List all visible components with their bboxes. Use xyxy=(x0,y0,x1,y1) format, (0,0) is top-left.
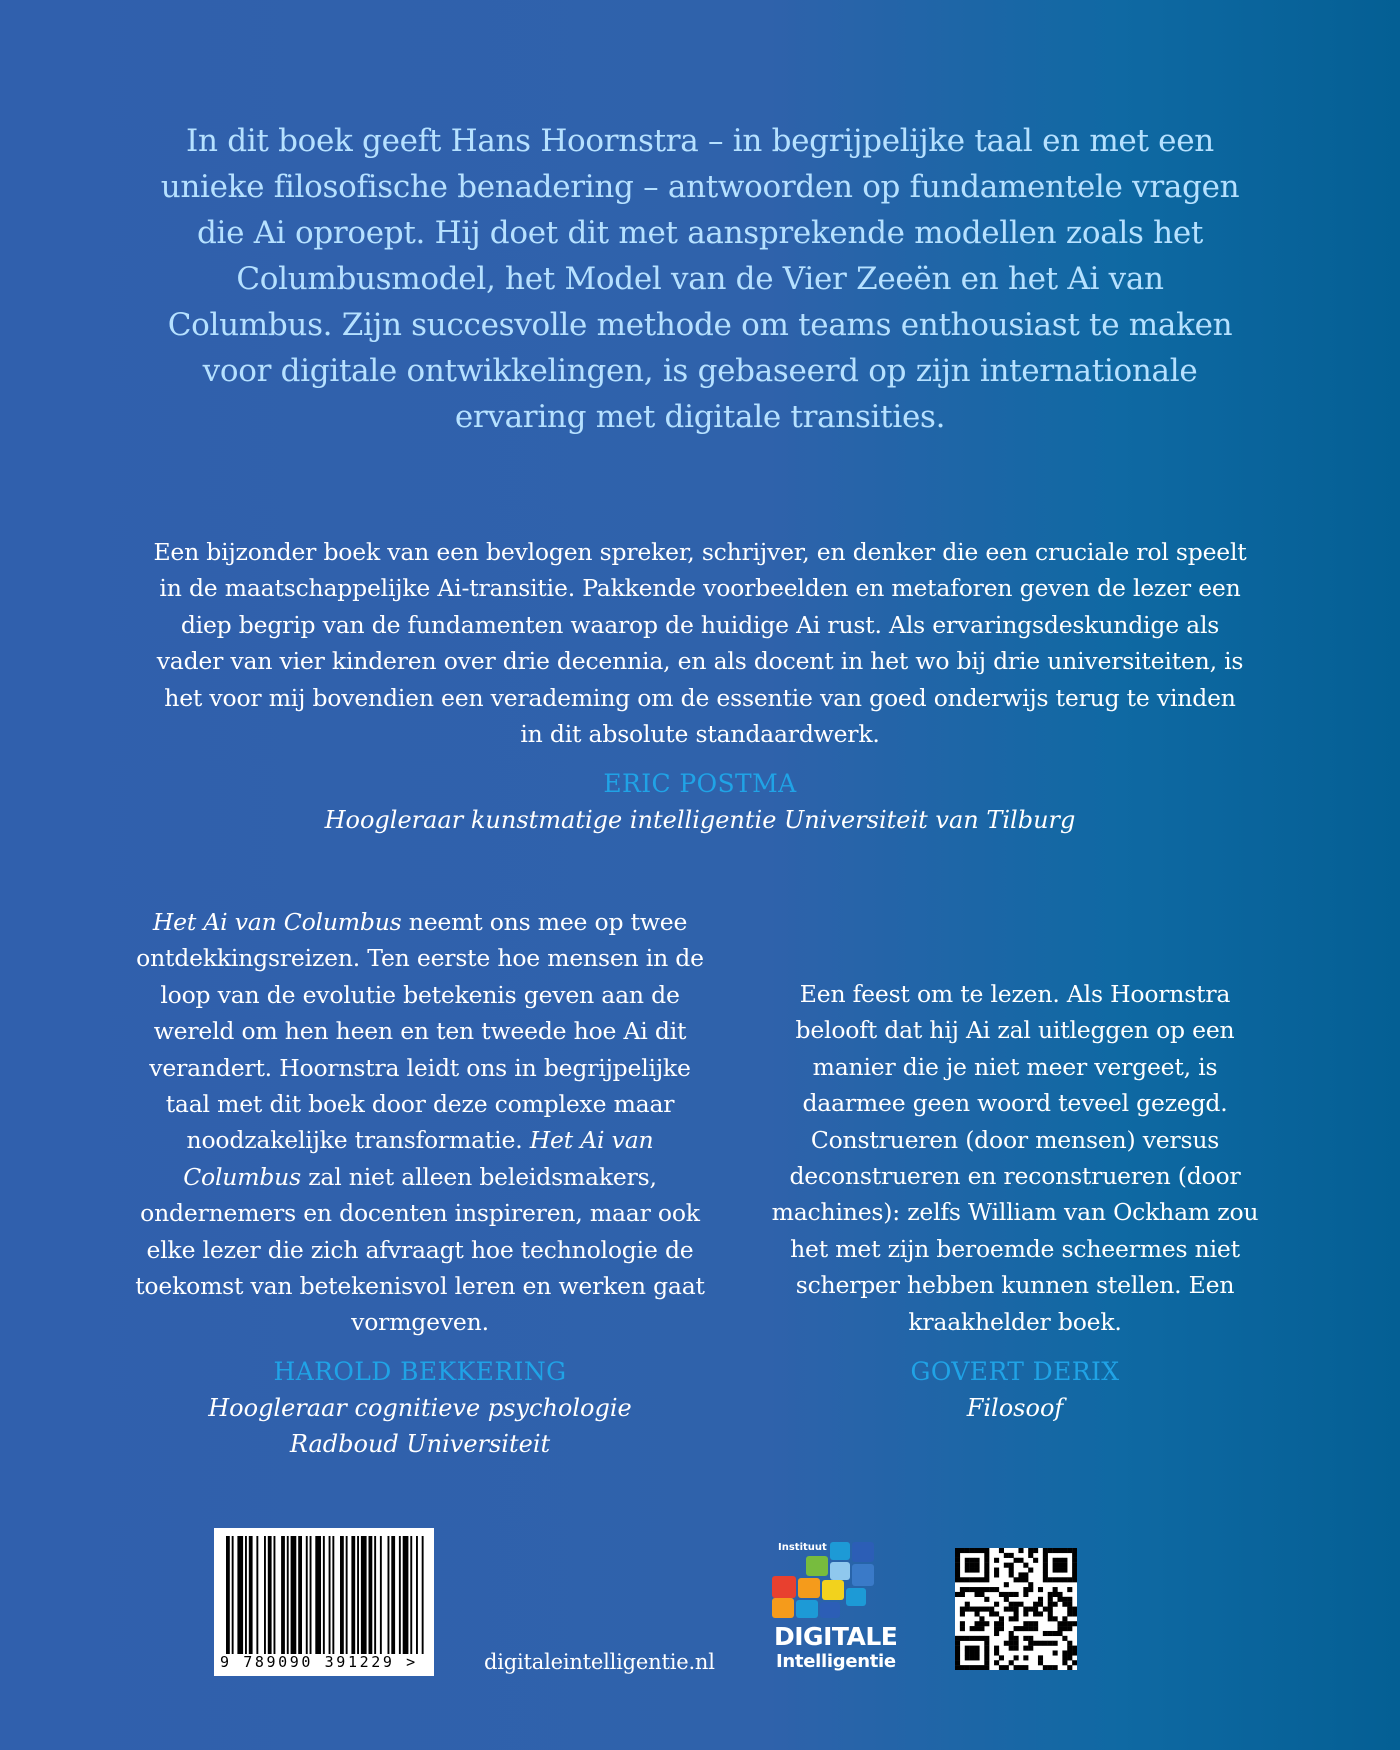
quote-bekkering-part2: zal niet alleen beleidsmakers, ondernemers en docenten inspireren, maar ook elke lezer die zich afvraagt hoe technologie de toekomst van betekenisvol leren en werken gaat vormgeven. xyxy=(135,1162,705,1337)
barcode-bars xyxy=(214,1528,434,1656)
quote-bekkering-part1: neemt ons mee op twee ontdekkingsreizen. Ten eerste hoe mensen in de loop van de evolutie betekenis geven aan de wereld om hen heen en ten tweede hoe Ai dit verandert. Hoornstra leidt ons in begrijpelijke taal met dit boek door deze complexe maar noodzakelijke transformatie. xyxy=(136,908,704,1155)
barcode-digits: 9 789090 391229 > xyxy=(220,1653,418,1671)
book-title: Het Ai van Columbus xyxy=(183,1126,654,1191)
website-link[interactable]: digitaleintelligentie.nl xyxy=(484,1650,715,1674)
quote-derix-author: GOVERT DERIX xyxy=(910,1357,1120,1386)
quote-derix-text: Een feest om te lezen. Als Hoornstra belooft dat hij Ai zal uitleggen op een manier die je niet meer vergeet, is daarmee geen woord teveel gezegd. Construeren (door mensen) versus deconstrueren en reconstrueren (door machines): zelfs William van Ockham zou het met zijn beroemde scheermes niet scherper hebben kunnen stellen. Een kraakhelder boek. xyxy=(771,980,1259,1336)
quote-postma-author: ERIC POSTMA xyxy=(603,769,797,798)
qr-code-icon xyxy=(955,1548,1077,1670)
institute-logo xyxy=(772,1542,898,1672)
quote-bekkering-role-line2: Radboud Universiteit xyxy=(289,1430,551,1458)
isbn-barcode xyxy=(214,1528,434,1676)
logo-small-label: Instituut xyxy=(778,1542,827,1553)
logo-title: DIGITALE xyxy=(774,1622,898,1651)
intro-paragraph: In dit boek geeft Hans Hoornstra – in begrijpelijke taal en met een unieke filosofische benadering – antwoorden op fundamentele vragen die Ai oproept. Hij doet dit met aansprekende modellen zoals het Columbusmodel, het Model van de Vier Zeeën en het Ai van Columbus. Zijn succesvolle methode om teams enthousiast te maken voor digitale ontwikkelingen, is gebaseerd op zijn internationale ervaring met digitale transities. xyxy=(160,123,1240,435)
book-title: Het Ai van Columbus xyxy=(152,908,402,936)
quote-postma-text: Een bijzonder boek van een bevlogen spreker, schrijver, en denker die een cruciale rol speelt in de maatschappelijke Ai-transitie. Pakkende voorbeelden en metaforen geven de lezer een diep begrip van de fundamenten waarop de huidige Ai rust. Als ervaringsdeskundige als vader van vier kinderen over drie decennia, en als docent in het wo bij drie universiteiten, is het voor mij bovendien een verademing om de essentie van goed onderwijs terug te vinden in dit absolute standaardwerk. xyxy=(153,538,1247,749)
quote-derix-role: Filosoof xyxy=(966,1394,1064,1422)
logo-subtitle: Intelligentie xyxy=(776,1651,896,1672)
quote-postma-role: Hoogleraar kunstmatige intelligentie Universiteit van Tilburg xyxy=(324,806,1076,834)
quote-bekkering-role xyxy=(130,1390,710,1462)
qr-code[interactable] xyxy=(955,1548,1077,1670)
quote-bekkering-text xyxy=(130,904,710,1341)
puzzle-logo-icon xyxy=(772,1542,892,1622)
quote-bekkering-author: HAROLD BEKKERING xyxy=(273,1357,567,1386)
quote-bekkering-role-line1: Hoogleraar cognitieve psychologie xyxy=(208,1394,632,1422)
